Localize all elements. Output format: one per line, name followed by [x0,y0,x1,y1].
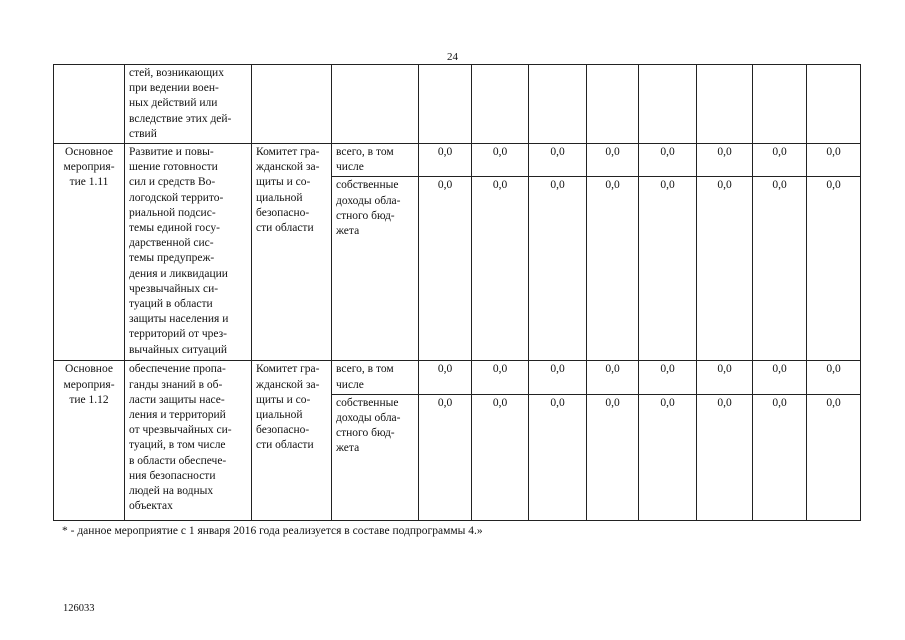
executor-cell [252,144,332,361]
value-cell [587,65,639,144]
event-name-cell-line: сил и средств Во- [129,176,216,189]
value-cell [639,65,697,144]
event-cell-line: тие 1.12 [69,393,109,406]
event-name-cell-line: ганды знаний в об- [129,378,223,391]
event-name-cell-line: стей, возникающих [129,67,224,79]
source-cell-line: собственные [336,396,399,409]
source-cell-line: всего, в том [336,146,394,159]
source-cell [332,144,419,177]
event-name-cell-line: логодской террито- [129,191,224,204]
footnote: * - данное мероприятие с 1 января 2016 года реализуется в составе подпрограммы 4.» [62,525,483,537]
value-cell: 0,0 [807,361,861,394]
executor-cell-line: жданской за- [256,378,320,391]
event-name-cell-line: ласти защиты насе- [129,393,225,406]
document-code: 126033 [63,603,95,614]
event-name-cell-line: ния безопасности [129,469,216,482]
value-cell: 0,0 [697,394,753,520]
executor-cell-line: Комитет гра- [256,146,320,159]
value-cell: 0,0 [697,361,753,394]
page-number: 24 [447,51,458,63]
source-cell-line: доходы обла- [336,194,401,207]
event-name-cell-line: ных действий или [129,97,218,110]
value-cell: 0,0 [529,361,587,394]
table-body [54,65,861,521]
event-name-cell-line: шение готовности [129,161,218,174]
event-name-cell-line: в области обеспече- [129,454,227,467]
event-name-cell-line: дарственной сис- [129,237,214,250]
value-cell: 0,0 [753,177,807,361]
value-cell: 0,0 [639,144,697,177]
value-cell: 0,0 [529,144,587,177]
value-cell: 0,0 [639,394,697,520]
value-cell: 0,0 [587,177,639,361]
event-name-cell-line: защиты населения и [129,313,229,326]
source-cell [332,65,419,144]
value-cell: 0,0 [753,144,807,177]
event-cell-line: Основное [65,146,113,159]
event-name-cell-line: ления и территорий [129,409,226,422]
value-cell: 0,0 [472,144,529,177]
value-cell [753,65,807,144]
source-cell-line: жета [336,442,360,455]
event-name-cell-line: дения и ликвидации [129,267,228,280]
source-cell-line: жета [336,225,360,238]
event-name-cell-line: обеспечение пропа- [129,363,226,376]
value-cell [419,65,472,144]
event-cell [54,144,125,361]
executor-cell-line: щиты и со- [256,176,311,189]
event-name-cell-line: людей на водных [129,485,214,498]
table-row [54,65,861,144]
event-cell-line: тие 1.11 [69,176,109,189]
value-cell: 0,0 [529,177,587,361]
value-cell: 0,0 [807,177,861,361]
event-name-cell-line: темы предупреж- [129,252,215,265]
source-cell [332,361,419,394]
event-name-cell-line: ствий [129,127,157,140]
source-cell [332,394,419,520]
event-cell-line: мероприя- [63,378,115,391]
value-cell: 0,0 [472,361,529,394]
value-cell: 0,0 [587,394,639,520]
value-cell: 0,0 [587,144,639,177]
event-name-cell [125,65,252,144]
table-row [54,144,861,177]
source-cell-line: числе [336,378,364,391]
executor-cell-line: жданской за- [256,161,320,174]
value-cell: 0,0 [639,177,697,361]
event-cell-line: Основное [65,363,113,376]
executor-cell-line: безопасно- [256,424,310,437]
event-name-cell-line: Развитие и повы- [129,146,214,159]
source-cell [332,177,419,361]
event-name-cell-line: чрезвычайных си- [129,282,219,295]
source-cell-line: числе [336,161,364,174]
value-cell: 0,0 [472,394,529,520]
event-name-cell-line: темы единой госу- [129,222,220,235]
value-cell [529,65,587,144]
value-cell: 0,0 [419,394,472,520]
event-name-cell-line: вычайных ситуаций [129,343,228,356]
source-cell-line: доходы обла- [336,412,401,425]
executor-cell-line: Комитет гра- [256,363,320,376]
executor-cell-line: щиты и со- [256,393,311,406]
event-name-cell [125,144,252,361]
value-cell: 0,0 [753,361,807,394]
value-cell: 0,0 [753,394,807,520]
value-cell: 0,0 [587,361,639,394]
event-name-cell-line: туаций в области [129,298,213,311]
value-cell: 0,0 [419,144,472,177]
value-cell [472,65,529,144]
executor-cell [252,361,332,520]
value-cell: 0,0 [419,177,472,361]
executor-cell-line: циальной [256,191,303,204]
value-cell [807,65,861,144]
source-cell-line: собственные [336,179,399,192]
event-name-cell-line: риальной подсис- [129,206,216,219]
event-name-cell-line: территорий от чрез- [129,328,227,341]
value-cell: 0,0 [697,144,753,177]
program-table [53,64,861,521]
executor-cell-line: безопасно- [256,206,310,219]
event-cell [54,361,125,520]
event-name-cell-line: от чрезвычайных си- [129,424,232,437]
value-cell [697,65,753,144]
source-cell-line: стного бюд- [336,427,395,440]
value-cell: 0,0 [639,361,697,394]
executor-cell-line: сти области [256,439,314,452]
value-cell: 0,0 [807,394,861,520]
event-name-cell-line: при ведении воен- [129,82,219,95]
event-name-cell-line: объектах [129,500,173,513]
event-name-cell-line: туаций, в том числе [129,439,226,452]
event-cell [54,65,125,144]
executor-cell [252,65,332,144]
event-name-cell-line: вследствие этих дей- [129,112,232,125]
event-cell-line: мероприя- [63,161,115,174]
executor-cell-line: циальной [256,409,303,422]
value-cell: 0,0 [472,177,529,361]
value-cell: 0,0 [529,394,587,520]
source-cell-line: всего, в том [336,363,394,376]
event-name-cell [125,361,252,520]
executor-cell-line: сти области [256,222,314,235]
value-cell: 0,0 [807,144,861,177]
table-row [54,361,861,394]
source-cell-line: стного бюд- [336,209,395,222]
value-cell: 0,0 [419,361,472,394]
value-cell: 0,0 [697,177,753,361]
